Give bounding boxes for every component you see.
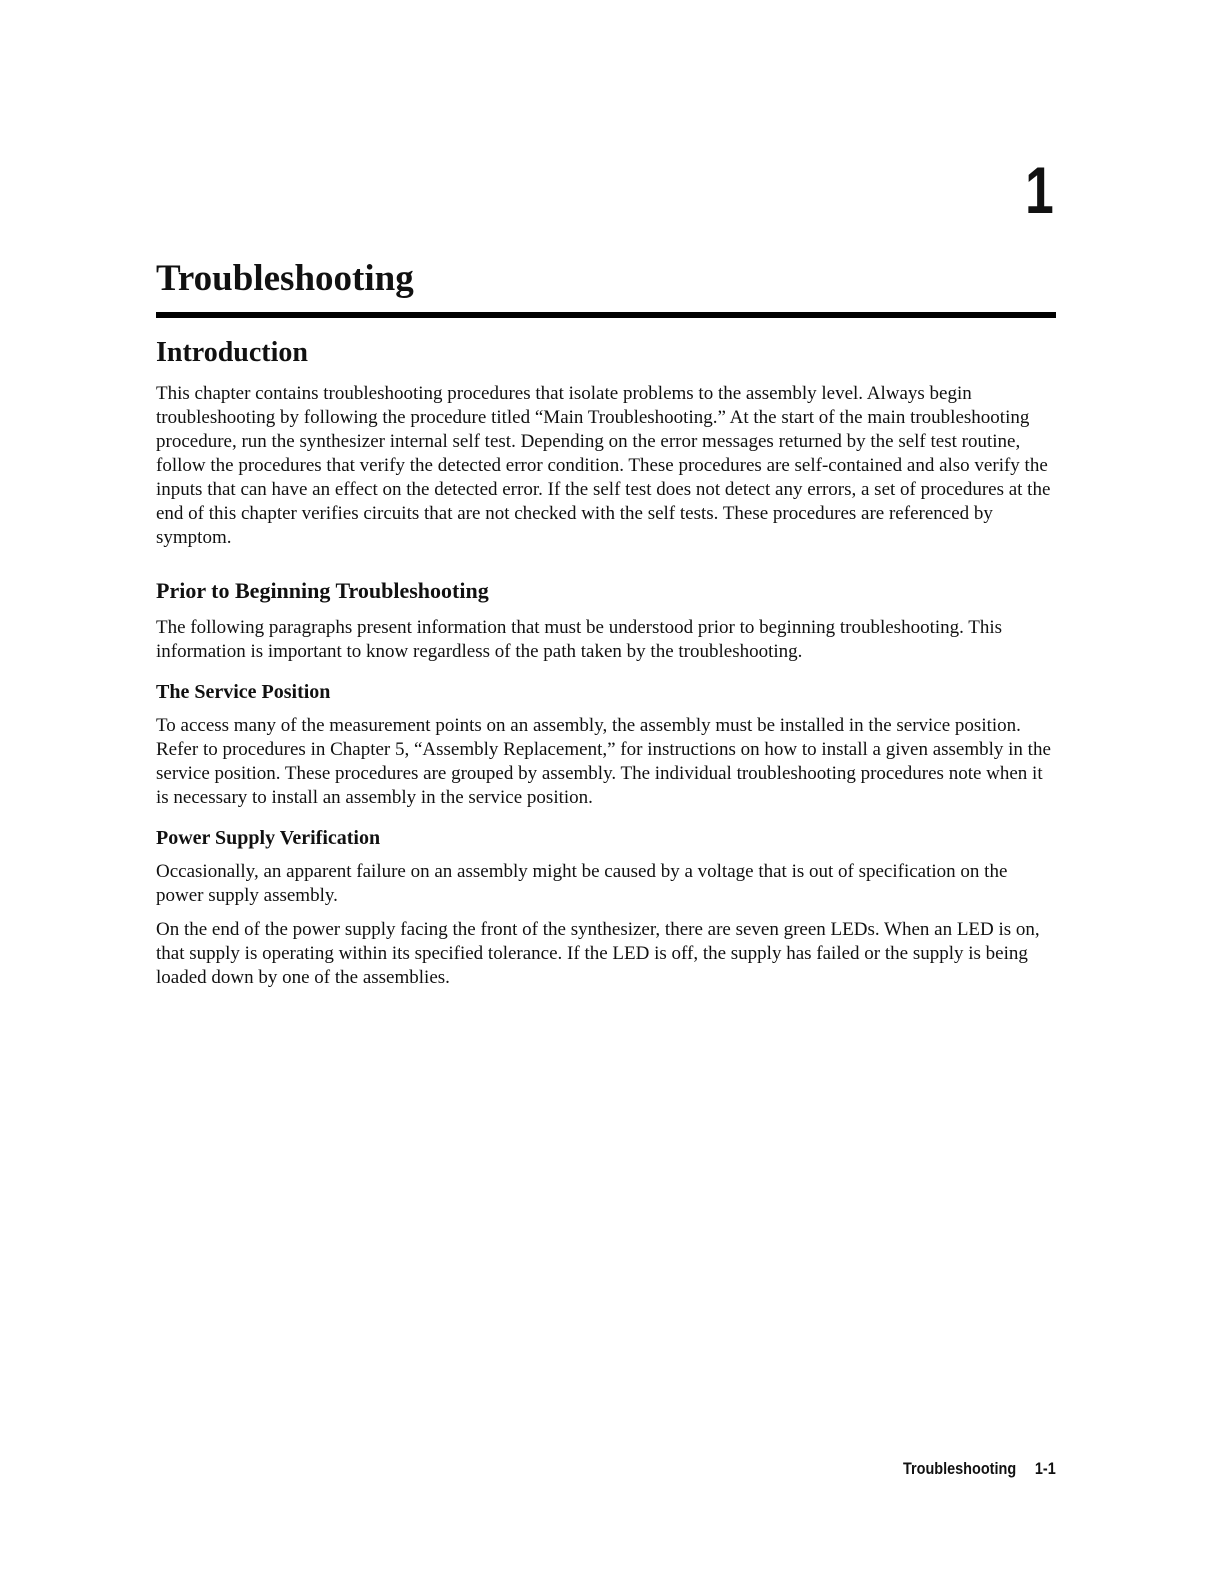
power-supply-paragraph-1: Occasionally, an apparent failure on an assembly might be caused by a voltage that is out of specification on the power supply assembly. [156,861,1008,906]
prior-section [156,576,1056,664]
introduction-section [156,334,1056,550]
prior-heading: Prior to Beginning Troubleshooting [156,578,489,603]
footer-title: Troubleshooting [903,1459,1017,1478]
page-footer [903,1458,1056,1480]
service-position-heading: The Service Position [156,681,331,703]
power-supply-heading: Power Supply Verification [156,827,381,849]
page-content [156,334,1056,1000]
service-position-paragraph: To access many of the measurement points on an assembly, the assembly must be installed in the service position. Refer to procedures in Chapter 5, “Assembly Replacement,” for instructions on how to install a given assembly in the service position. These procedures are grouped by assembly. The individual troubleshooting procedures note when it is necessary to install an assembly in the service position. [156,715,1051,808]
prior-paragraph: The following paragraphs present information that must be understood prior to beginning troubleshooting. This information is important to know regardless of the path taken by the troubleshooting. [156,617,1003,662]
power-supply-section [156,824,1056,990]
introduction-paragraph: This chapter contains troubleshooting procedures that isolate problems to the assembly level. Always begin troubleshooting by following the procedure titled “Main Troubleshooting.” At the start of the main troubleshooting procedure, run the synthesizer internal self test. Depending on the error messages returned by the self test routine, follow the procedures that verify the detected error condition. These procedures are self-contained and also verify the inputs that can have an effect on the detected error. If the self test does not detect any errors, a set of procedures at the end of this chapter verifies circuits that are not checked with the self tests. These procedures are referenced by symptom. [156,383,1051,548]
introduction-heading: Introduction [156,337,308,368]
title-rule [156,312,1056,318]
service-position-section [156,678,1056,810]
chapter-title: Troubleshooting [156,258,414,299]
page-number: 1-1 [1035,1459,1056,1478]
chapter-number: 1 [1025,153,1054,227]
power-supply-paragraph-2: On the end of the power supply facing the front of the synthesizer, there are seven green LEDs. When an LED is on, that supply is operating within its specified tolerance. If the LED is off, the supply has failed or the supply is being loaded down by one of the assemblies. [156,919,1040,988]
